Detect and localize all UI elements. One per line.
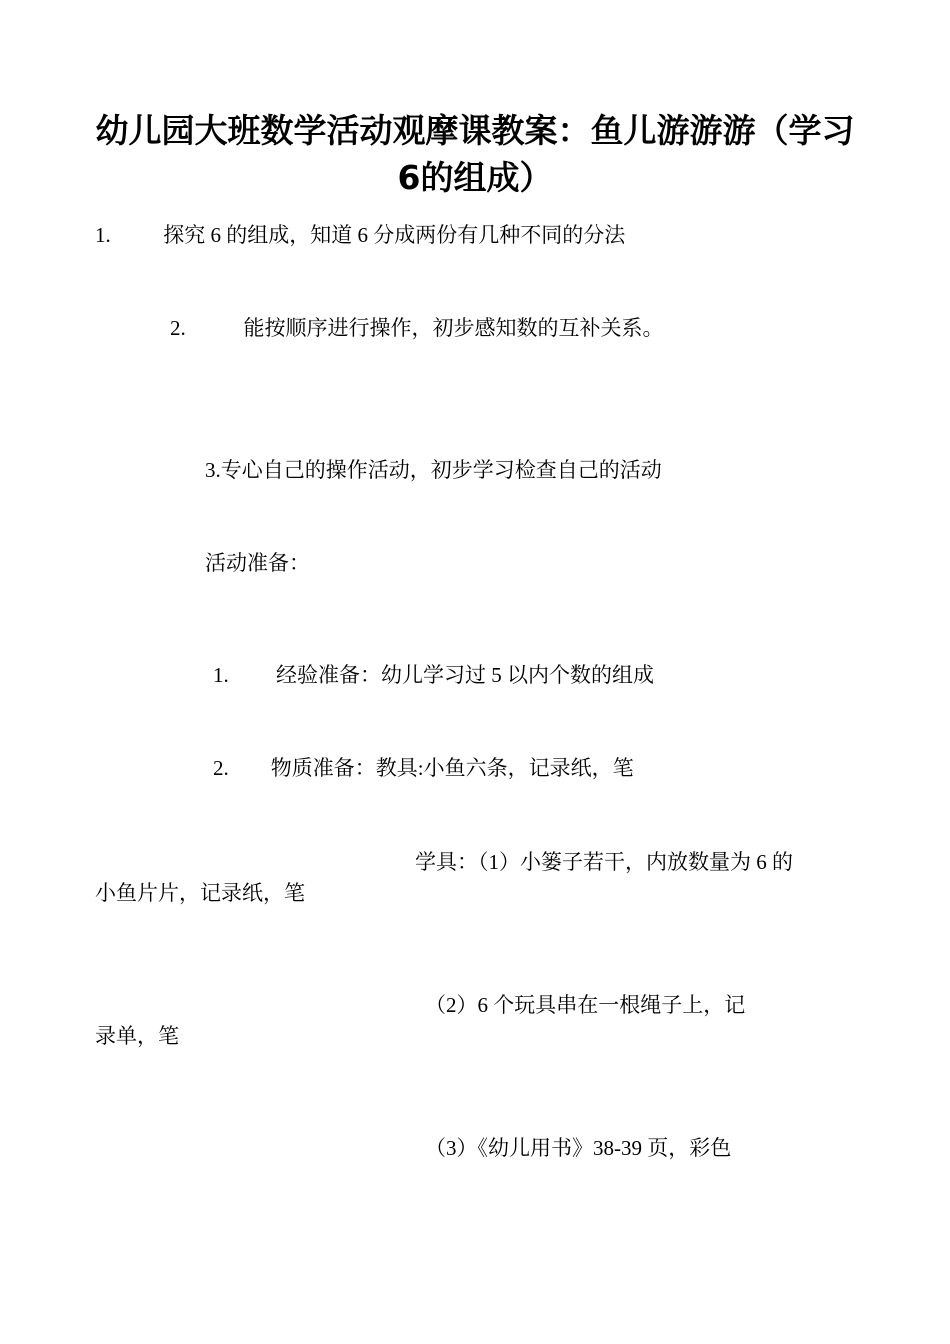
spacer bbox=[95, 642, 855, 660]
preparation-heading: 活动准备： bbox=[205, 551, 310, 576]
preparation-item-2: 2. 物质准备：教具:小鱼六条，记录纸，笔 bbox=[213, 756, 634, 781]
spacer bbox=[95, 345, 855, 407]
spacer bbox=[95, 785, 855, 847]
materials-item-2-cont: 录单，笔 bbox=[95, 1024, 179, 1049]
spacer bbox=[95, 1053, 855, 1115]
objective-line-3: 3.专心自己的操作活动，初步学习检查自己的活动 bbox=[205, 457, 662, 482]
objective-line-1: 1. 探究 6 的组成，知道 6 分成两份有几种不同的分法 bbox=[95, 222, 626, 247]
spacer bbox=[95, 910, 855, 972]
spacer bbox=[95, 251, 855, 313]
materials-item-2: （2）6 个玩具串在一根绳子上，记 bbox=[425, 992, 746, 1017]
spacer bbox=[95, 407, 855, 455]
spacer bbox=[95, 486, 855, 548]
materials-item-1: 学具：（1）小篓子若干，内放数量为 6 的 bbox=[415, 849, 793, 874]
materials-item-1-cont: 小鱼片片，记录纸，笔 bbox=[95, 881, 305, 906]
materials-item-3: （3）《幼儿用书》38-39 页，彩色 bbox=[425, 1135, 732, 1160]
spacer bbox=[95, 972, 855, 990]
preparation-item-1: 1. 经验准备：幼儿学习过 5 以内个数的组成 bbox=[213, 662, 654, 687]
spacer bbox=[95, 202, 855, 220]
spacer bbox=[95, 691, 855, 753]
spacer bbox=[95, 580, 855, 642]
spacer bbox=[95, 1115, 855, 1133]
objective-line-2: 2. 能按顺序进行操作，初步感知数的互补关系。 bbox=[170, 316, 664, 341]
page-title: 幼儿园大班数学活动观摩课教案：鱼儿游游游（学习6的组成） bbox=[95, 111, 855, 197]
